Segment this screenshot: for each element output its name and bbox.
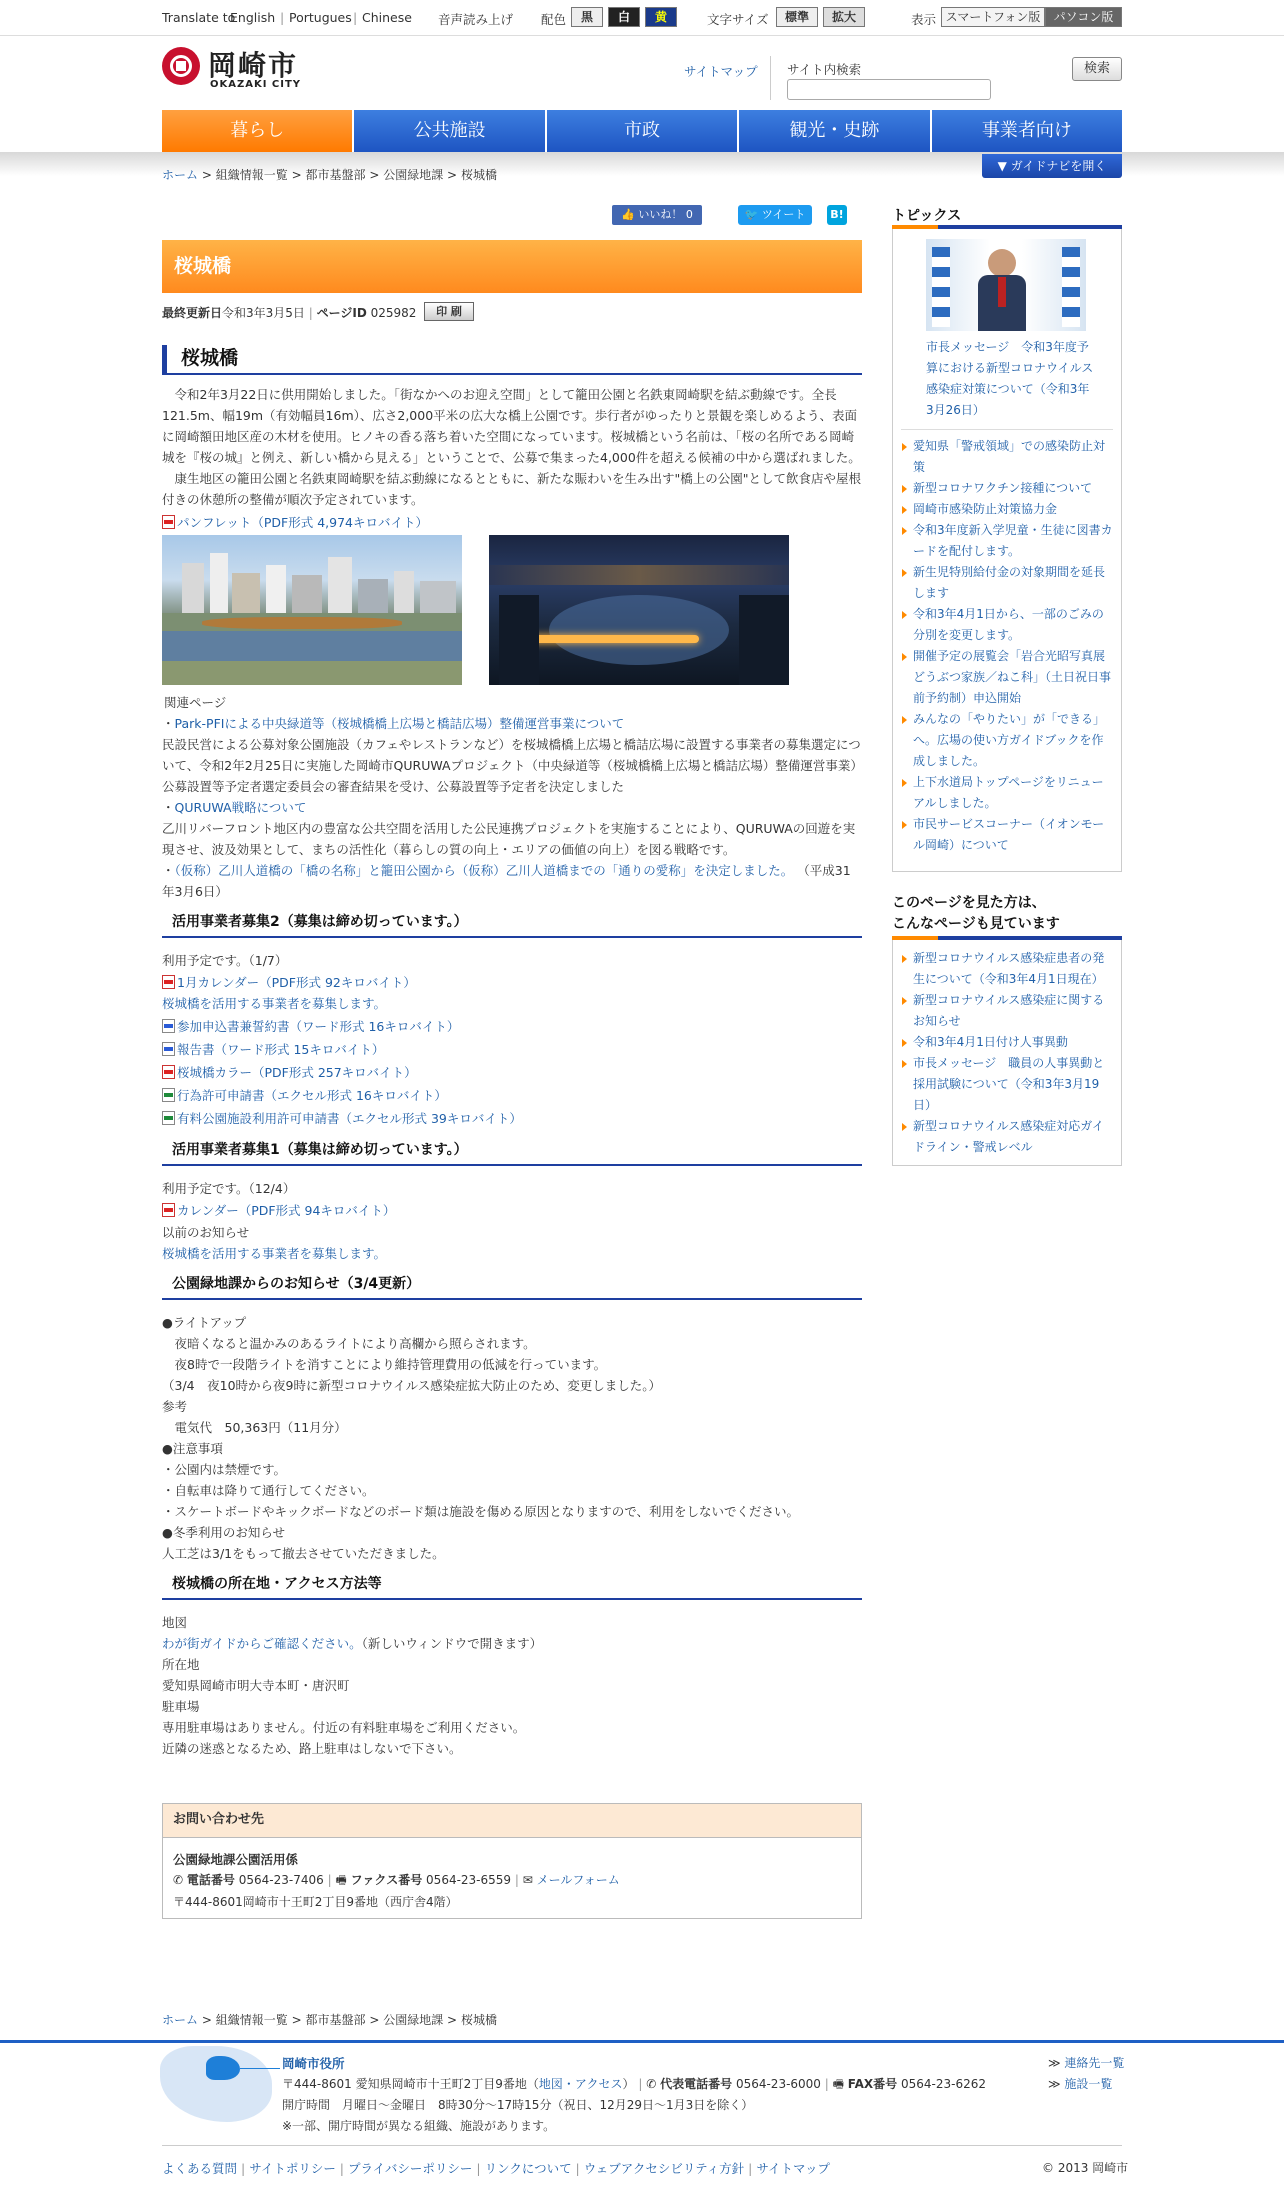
notice-line: ●ライトアップ	[162, 1315, 247, 1330]
related-pages-title	[892, 893, 1060, 935]
translate-english-link[interactable]: English	[230, 10, 276, 25]
divider: |	[280, 10, 285, 25]
intro-paragraph: 令和2年3月22日に供用開始しました。「街なかへのお迎え空間」として籠田公園と名鉄東岡崎駅を結ぶ動線です。全長121.5m、幅19m（有効幅員16m）、広さ2,000平米の広大な橋上公園です。歩行者がゆったりと景観を楽しめるよう、表面に岡崎額田地区産の木材を使用。ヒノキの香る落ち着いた空間になっています。桜城橋という名前は、「桜の名所である岡崎城を『桜の城』と例え、新しい橋から見える」ということで、公募で集まった4,000件を超える候補の中から選ばれました。	[162, 387, 861, 465]
smartphone-version-button[interactable]: スマートフォン版	[941, 7, 1045, 27]
related-link-quruwa[interactable]: QURUWA戦略について	[174, 800, 307, 815]
related-title-line-1: このページを見た方は、	[892, 895, 1046, 911]
breadcrumb-separator: >	[291, 168, 302, 182]
double-chevron-icon: ≫	[1048, 2077, 1065, 2091]
recruit2-file-5	[162, 1108, 522, 1129]
file-link-permit[interactable]: 行為許可申請書（エクセル形式 16キロバイト）	[177, 1088, 447, 1103]
file-link-color[interactable]: 桜城橋カラー（PDF形式 257キロバイト）	[177, 1065, 417, 1080]
phone-icon: ✆	[646, 2077, 661, 2091]
file-link-facility-permit[interactable]: 有料公園施設利用許可申請書（エクセル形式 39キロバイト）	[177, 1111, 522, 1126]
word-file-icon	[162, 1019, 175, 1033]
recruit2-file-2	[162, 1039, 384, 1060]
notice-line: ・スケートボードやキックボードなどのボード類は施設を傷める原因となりますので、利用をしないでください。	[162, 1504, 800, 1519]
access-map-label: 地図	[162, 1615, 188, 1630]
footer-address: 〒444-8601 愛知県岡崎市十王町2丁目9番地	[282, 2077, 527, 2091]
recruit2-calendar-link[interactable]: 1月カレンダー（PDF形式 92キロバイト）	[177, 975, 416, 990]
tweet-label: ツイート	[761, 208, 806, 221]
footer-contact-list-link[interactable]: 連絡先一覧	[1064, 2056, 1125, 2070]
footer-fax-label: FAX番号	[847, 2077, 898, 2091]
file-link-application-form[interactable]: 参加申込書兼誓約書（ワード形式 16キロバイト）	[177, 1019, 460, 1034]
section-heading-access: 桜城橋の所在地・アクセス方法等	[162, 1572, 862, 1600]
color-white-button[interactable]: 白	[608, 7, 640, 27]
site-header	[0, 36, 1284, 110]
topic-link[interactable]: みんなの「やりたい」が「できる」へ。広場の使い方ガイドブックを作成しました。	[913, 712, 1106, 768]
phone-number: 0564-23-7406	[238, 1873, 324, 1887]
header-divider	[770, 56, 771, 100]
recruit1-recruit-link[interactable]: 桜城橋を活用する事業者を募集します。	[162, 1246, 387, 1261]
recruit2-calendar-item	[162, 972, 416, 993]
related-page-item	[901, 948, 1115, 990]
recruit2-recruit-item	[162, 993, 386, 1014]
thumbs-up-icon: 👍	[621, 208, 639, 221]
breadcrumb-parks-dept[interactable]: 公園緑地課	[383, 2013, 444, 2027]
footer-address-row: 〒444-8601 愛知県岡崎市十王町2丁目9番地（地図・アクセス） | ✆ 代表電話番号 0564-23-6000 | 🖷 FAX番号 0564-23-6262	[282, 2077, 987, 2091]
pdf-icon	[162, 1203, 175, 1217]
topics-list	[901, 436, 1118, 856]
breadcrumb-separator: >	[447, 168, 458, 182]
contact-department: 公園緑地課公園活用係	[173, 1852, 299, 1867]
display-label: 表示	[911, 12, 937, 27]
breadcrumb	[162, 166, 497, 183]
notice-line: ●冬季利用のお知らせ	[162, 1525, 286, 1540]
footer-link-sitemap[interactable]: サイトマップ	[756, 2161, 830, 2176]
font-size-large-button[interactable]: 拡大	[823, 7, 865, 27]
pdf-icon	[162, 1065, 175, 1079]
footer-contact-list-item	[1048, 2054, 1124, 2071]
section-heading-recruit1: 活用事業者募集1（募集は締め切っています。）	[162, 1138, 862, 1166]
phone-label: 電話番号	[186, 1873, 235, 1887]
search-button[interactable]: 検索	[1072, 57, 1122, 81]
nav-item-city-government[interactable]: 市政	[547, 110, 739, 152]
contact-title: お問い合わせ先	[163, 1804, 861, 1838]
utility-bar	[0, 0, 1284, 36]
footer-hours-note: ※一部、開庁時間が異なる組織、施設があります。	[282, 2119, 556, 2133]
topic-link[interactable]: 新生児特別給付金の対象期間を延長します	[913, 565, 1106, 600]
translate-label: Translate to	[162, 10, 236, 25]
footer-top-border	[0, 2040, 1284, 2043]
breadcrumb-urban-infra[interactable]: 都市基盤部	[305, 2013, 366, 2027]
site-logo-kanji[interactable]: 岡崎市	[208, 49, 299, 82]
page-meta: 最終更新日令和3年3月5日 | ページID 025982	[162, 306, 417, 320]
breadcrumb-org-list[interactable]: 組織情報一覧	[215, 2013, 288, 2027]
copyright: © 2013 岡崎市	[1042, 2161, 1129, 2175]
pc-version-button[interactable]: パソコン版	[1045, 7, 1122, 27]
divider: |	[353, 10, 358, 25]
tweet-button[interactable]	[738, 205, 812, 225]
print-button[interactable]: 印 刷	[424, 302, 474, 321]
breadcrumb-bottom	[162, 2011, 497, 2028]
topics-box	[892, 229, 1122, 872]
color-scheme-label: 配色	[541, 12, 567, 27]
contact-phone-row: ✆ 電話番号 0564-23-7406 | 🖷 ファクス番号 0564-23-6559 | ✉ メールフォーム	[173, 1873, 620, 1887]
breadcrumb-separator: >	[447, 2013, 458, 2027]
breadcrumb-separator: >	[369, 2013, 380, 2027]
related-page-link[interactable]: 令和3年4月1日付け人事異動	[913, 1035, 1068, 1049]
related-page-item	[901, 1053, 1115, 1116]
footer-hours: 開庁時間 月曜日～金曜日 8時30分～17時15分（祝日、12月29日～1月3日を除く）	[282, 2098, 754, 2112]
contact-address: 〒444-8601岡崎市十王町2丁目9番地（西庁舎4階）	[173, 1895, 458, 1909]
okazaki-map-icon	[160, 2046, 272, 2122]
rep-tel-number: 0564-23-6000	[735, 2077, 821, 2091]
word-file-icon	[162, 1042, 175, 1056]
topic-item	[901, 478, 1115, 499]
footer-link-site-policy[interactable]: サイトポリシー	[249, 2161, 336, 2176]
related-date-3: （平成31年3月6日）	[162, 863, 851, 899]
related-page-item	[901, 990, 1115, 1032]
related-link-park-pfi[interactable]: Park-PFIによる中央緑道等（桜城橋橋上広場と橋詰広場）整備運営事業について	[174, 716, 625, 731]
related-page-link[interactable]: 市長メッセージ 職員の人事異動と採用試験について（令和3年3月19日）	[913, 1056, 1105, 1112]
excel-file-icon	[162, 1111, 175, 1125]
related-link-bridge-name[interactable]: （仮称）乙川人道橋の「橋の名称」と籠田公園から（仮称）乙川人道橋までの「通りの愛称」を決定しました。	[174, 863, 794, 878]
previous-notice-label: 以前のお知らせ	[162, 1225, 250, 1240]
guide-nav-label: ガイドナビを開く	[1010, 159, 1107, 173]
topic-feature-link[interactable]: 市長メッセージ 令和3年度予算における新型コロナウイルス感染症対策について（令和3年3月26日）	[926, 340, 1094, 417]
translate-portugues-link[interactable]: Portugues	[289, 10, 352, 25]
contact-box	[162, 1803, 862, 1919]
breadcrumb-separator: >	[201, 2013, 212, 2027]
intro-paragraph-2: 康生地区の籠田公園と名鉄東岡崎駅を結ぶ動線になるとともに、新たな賑わいを生み出す"橋上の公園"として飲食店や屋根付きの休憩所の整備が順次予定されています。	[162, 471, 862, 507]
related-page-item	[901, 1116, 1115, 1158]
topic-item	[901, 646, 1118, 709]
footer-link-faq[interactable]: よくある質問	[162, 2161, 238, 2176]
related-page-link[interactable]: 新型コロナウイルス感染症患者の発生について（令和3年4月1日現在）	[913, 951, 1105, 986]
font-size-standard-button[interactable]: 標準	[776, 7, 818, 27]
fax-icon: 🖷	[335, 1873, 351, 1887]
related-page-item	[901, 1032, 1115, 1053]
recruit1-calendar-link[interactable]: カレンダー（PDF形式 94キロバイト）	[177, 1203, 396, 1218]
topic-link[interactable]: 新型コロナワクチン接種について	[913, 481, 1093, 495]
mail-form-link[interactable]: メールフォーム	[536, 1873, 620, 1887]
related-item-2: ・QURUWA戦略について	[162, 800, 307, 815]
notice-line: （3/4 夜10時から夜9時に新型コロナウイルス感染症拡大防止のため、変更しました。）	[162, 1378, 661, 1393]
topic-item	[901, 709, 1115, 772]
access-location-label: 所在地	[162, 1657, 200, 1672]
access-location-value: 愛知県岡崎市明大寺本町・唐沢町	[162, 1678, 350, 1693]
hatena-bookmark-button[interactable]: B!	[827, 205, 847, 225]
recruit2-recruit-link[interactable]: 桜城橋を活用する事業者を募集します。	[162, 996, 387, 1011]
topic-link[interactable]: 愛知県「警戒領域」での感染防止対策	[913, 439, 1106, 474]
related-page-link[interactable]: 新型コロナウイルス感染症対応ガイドライン・警戒レベル	[913, 1119, 1104, 1154]
related-title-line-2: こんなページも見ています	[892, 916, 1060, 932]
notice-line: 参考	[162, 1399, 188, 1414]
pamphlet-item	[162, 512, 428, 533]
footer-link-privacy-policy[interactable]: プライバシーポリシー	[348, 2161, 473, 2176]
access-parking-note-2: 近隣の迷惑となるため、路上駐車はしないで下さい。	[162, 1741, 462, 1756]
footer-map-access-link[interactable]: 地図・アクセス	[538, 2077, 623, 2091]
footer-links: よくある質問 | サイトポリシー | プライバシーポリシー | リンクについて | ウェブアクセシビリティ方針 | サイトマップ	[162, 2161, 830, 2176]
color-yellow-button[interactable]: 黄	[645, 7, 677, 27]
breadcrumb-urban-infra[interactable]: 都市基盤部	[305, 168, 366, 182]
notice-line: ・自転車は降りて通行してください。	[162, 1483, 375, 1498]
fax-number: 0564-23-6559	[426, 1873, 512, 1887]
pdf-icon	[162, 975, 175, 989]
nav-item-public-facilities[interactable]: 公共施設	[354, 110, 546, 152]
notice-line: 夜8時で一段階ライトを消すことにより維持管理費用の低減を行っています。	[162, 1357, 607, 1372]
page-title: 桜城橋	[162, 240, 862, 293]
topic-item	[901, 772, 1115, 814]
access-parking-label: 駐車場	[162, 1699, 200, 1714]
pdf-icon	[162, 515, 175, 529]
site-search-label: サイト内検索	[787, 62, 862, 77]
topic-link[interactable]: 市民サービスコーナー（イオンモール岡崎）について	[913, 817, 1105, 852]
breadcrumb-separator: >	[369, 168, 380, 182]
topic-link[interactable]: 令和3年度新入学児童・生徒に図書カードを配付します。	[913, 523, 1113, 558]
phone-icon: ✆	[173, 1873, 187, 1887]
notice-line: 人工芝は3/1をもって撤去させていただきました。	[162, 1546, 445, 1561]
breadcrumb-separator: >	[291, 2013, 302, 2027]
topic-item	[901, 436, 1115, 478]
breadcrumb-home[interactable]: ホーム	[162, 168, 199, 182]
site-footer	[0, 2040, 1284, 2188]
nav-item-kurashi[interactable]: 暮らし	[162, 110, 354, 152]
footer-office-name: 岡崎市役所	[282, 2056, 345, 2071]
recruit1-recruit-item	[162, 1243, 386, 1264]
waga-machi-guide-link[interactable]: わが街ガイドからご確認ください。	[162, 1636, 362, 1651]
excel-file-icon	[162, 1088, 175, 1102]
topic-item	[901, 499, 1115, 520]
translate-chinese-link[interactable]: Chinese	[362, 10, 412, 25]
last-updated-value: 令和3年3月5日	[222, 306, 305, 320]
topic-link[interactable]: 上下水道局トップページをリニューアルしました。	[913, 775, 1104, 810]
bridge-daytime-photo	[162, 535, 462, 685]
mayor-message-thumbnail[interactable]	[926, 239, 1086, 331]
section-heading-notice: 公園緑地課からのお知らせ（3/4更新）	[162, 1272, 862, 1300]
double-chevron-icon: ≫	[1048, 2056, 1065, 2070]
notice-line: ●注意事項	[162, 1441, 223, 1456]
file-link-report[interactable]: 報告書（ワード形式 15キロバイト）	[177, 1042, 385, 1057]
mail-icon: ✉	[522, 1873, 537, 1887]
site-search-input[interactable]	[787, 79, 991, 100]
topic-item	[901, 562, 1115, 604]
notice-line: ・公園内は禁煙です。	[162, 1462, 287, 1477]
topic-link[interactable]: 岡崎市感染防止対策協力金	[913, 502, 1058, 516]
recruit1-calendar-item	[162, 1200, 395, 1221]
breadcrumb-org-list[interactable]: 組織情報一覧	[215, 168, 288, 182]
related-item-1: ・Park-PFIによる中央緑道等（桜城橋橋上広場と橋詰広場）整備運営事業について	[162, 716, 625, 731]
related-pages-label: 関連ページ	[164, 695, 227, 710]
bridge-night-photo	[489, 535, 789, 685]
notice-line: 電気代 50,363円（11月分）	[162, 1420, 347, 1435]
voice-reading-link[interactable]: 音声読み上げ	[438, 12, 514, 27]
footer-fax-number: 0564-23-6262	[901, 2077, 987, 2091]
recruit2-file-1	[162, 1016, 459, 1037]
recruit2-file-4	[162, 1085, 447, 1106]
access-parking-note-1: 専用駐車場はありません。付近の有料駐車場をご利用ください。	[162, 1720, 526, 1735]
footer-divider	[162, 2145, 1122, 2146]
global-nav	[162, 110, 1122, 152]
page-id-value: 025982	[370, 306, 417, 320]
recruit1-usage-text: 利用予定です。（12/4）	[162, 1181, 296, 1196]
guide-nav-button[interactable]	[982, 154, 1122, 178]
recruit2-file-3	[162, 1062, 417, 1083]
topic-item	[901, 520, 1115, 562]
footer-facility-list-link[interactable]: 施設一覧	[1064, 2077, 1113, 2091]
city-emblem-icon[interactable]	[162, 47, 200, 85]
related-pages-list	[901, 948, 1115, 1158]
notice-line: 夜暗くなると温かみのあるライトにより高欄から照らされます。	[162, 1336, 536, 1351]
sitemap-link[interactable]: サイトマップ	[684, 64, 758, 79]
map-pointer-line	[240, 2068, 280, 2069]
related-page-link[interactable]: 新型コロナウイルス感染症に関するお知らせ	[913, 993, 1105, 1028]
topics-divider	[901, 429, 1113, 430]
pamphlet-link[interactable]: パンフレット（PDF形式 4,974キロバイト）	[177, 515, 428, 530]
color-black-button[interactable]: 黒	[571, 7, 603, 27]
access-info	[162, 1612, 862, 1759]
font-size-label: 文字サイズ	[707, 12, 769, 27]
section-heading-recruit2: 活用事業者募集2（募集は締め切っています。）	[162, 910, 862, 938]
breadcrumb-home[interactable]: ホーム	[162, 2013, 199, 2027]
page-id-label: ページID	[316, 306, 367, 320]
facebook-like-button[interactable]	[612, 205, 702, 225]
related-desc-1: 民設民営による公募対象公園施設（カフェやレストランなど）を桜城橋橋上広場と橋詰広場に設置する事業者の募集選定について、令和2年2月25日に実施した岡崎市QURUWAプロジェクト（中央緑道等（桜城橋橋上広場と橋詰広場）整備運営事業）公募設置等予定者選定委員会の審査結果を受け、公募設置等予定者を決定しました	[162, 737, 861, 794]
related-item-3: ・（仮称）乙川人道橋の「橋の名称」と籠田公園から（仮称）乙川人道橋までの「通りの愛称」を決定しました。 （平成31年3月6日）	[162, 863, 851, 899]
new-window-note: （新しいウィンドウで開きます）	[361, 1636, 543, 1651]
footer-link-linking[interactable]: リンクについて	[484, 2161, 572, 2176]
last-updated-label: 最終更新日	[162, 306, 223, 320]
bird-icon: 🐦	[744, 208, 762, 221]
rep-tel-label: 代表電話番号	[660, 2077, 733, 2091]
topic-link[interactable]: 令和3年4月1日から、一部のごみの分別を変更します。	[913, 607, 1104, 642]
breadcrumb-current: 桜城橋	[460, 168, 497, 182]
footer-link-accessibility[interactable]: ウェブアクセシビリティ方針	[583, 2161, 745, 2176]
related-pages-box	[892, 940, 1122, 1166]
like-label: いいね！ 0	[638, 208, 693, 221]
access-map-row	[162, 1633, 862, 1654]
topic-link[interactable]: 開催予定の展覧会「岩合光昭写真展 どうぶつ家族／ねこ科」（土日祝日事前予約制）申込開始	[913, 649, 1118, 705]
breadcrumb-parks-dept[interactable]: 公園緑地課	[383, 168, 444, 182]
guide-nav-arrow-icon: ▼	[997, 159, 1011, 173]
related-desc-2: 乙川リバーフロント地区内の豊富な公共空間を活用した公民連携プロジェクトを実施することにより、QURUWAの回遊を実現させ、波及効果として、まちの活性化（暮らしの質の向上・エリアの価値の向上）を図る戦略です。	[162, 821, 856, 857]
recruit2-usage-text: 利用予定です。（1/7）	[162, 953, 288, 968]
fax-label: ファクス番号	[350, 1873, 423, 1887]
notice-list	[162, 1312, 862, 1564]
topic-item	[901, 814, 1115, 856]
nav-item-business[interactable]: 事業者向け	[932, 110, 1122, 152]
breadcrumb-separator: >	[201, 168, 212, 182]
footer-facility-list-item	[1048, 2075, 1112, 2092]
content-heading: 桜城橋	[162, 345, 862, 375]
topics-title: トピックス	[892, 208, 962, 224]
topic-item	[901, 604, 1115, 646]
fax-icon: 🖷	[832, 2077, 848, 2091]
site-logo-english: OKAZAKI CITY	[210, 79, 302, 90]
breadcrumb-current: 桜城橋	[460, 2013, 497, 2027]
nav-item-tourism[interactable]: 観光・史跡	[739, 110, 931, 152]
